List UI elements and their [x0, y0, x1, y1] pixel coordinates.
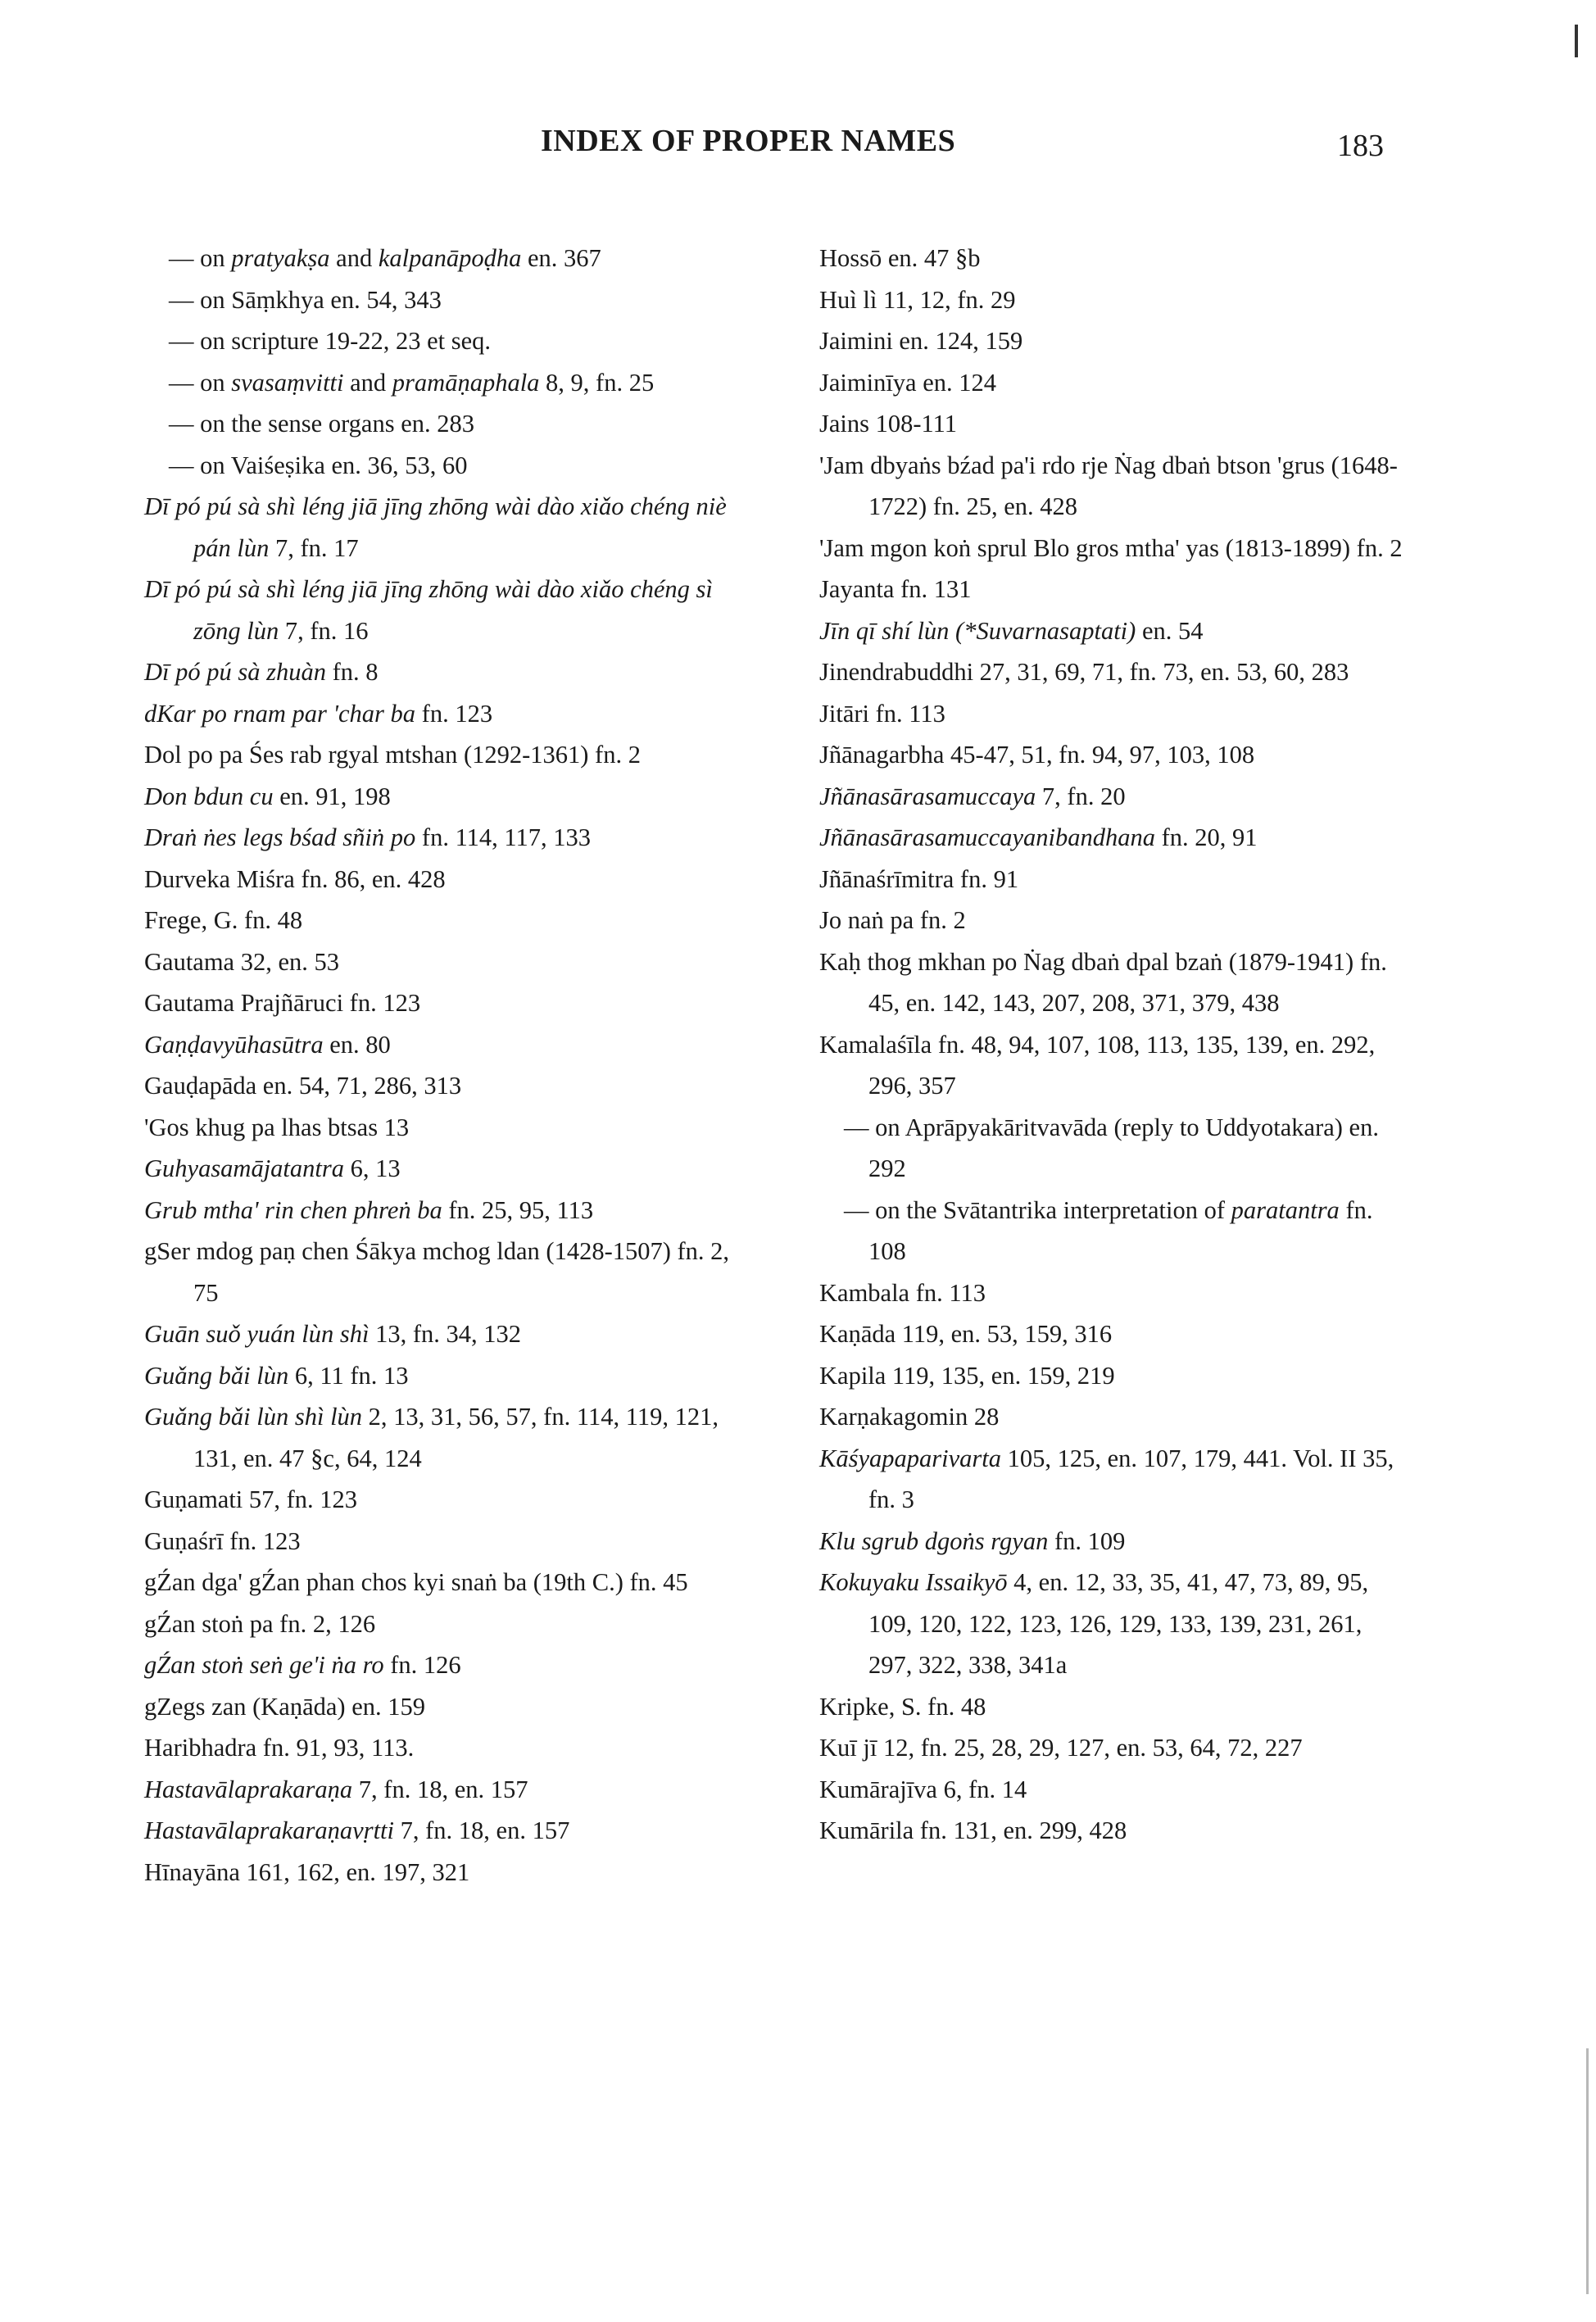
index-entry	[819, 1810, 1409, 1852]
entry-text: gŹan stoṅ pa fn. 2, 126	[144, 1609, 376, 1638]
entry-text: Jayanta fn. 131	[819, 575, 972, 603]
entry-text: 6, 13	[344, 1154, 401, 1182]
index-entry	[819, 1313, 1409, 1355]
entry-text: fn. 20, 91	[1155, 823, 1258, 851]
index-entry	[819, 445, 1409, 528]
index-entry	[819, 279, 1409, 321]
index-subentry	[144, 403, 734, 445]
index-entry	[144, 1396, 734, 1479]
index-entry	[144, 1355, 734, 1397]
entry-text: — on Aprāpyakāritvavāda (reply to Uddyotakara) en. 292	[844, 1113, 1379, 1182]
index-entry	[144, 1190, 734, 1231]
entry-text: — on	[169, 244, 232, 272]
entry-text: Guṇaśrī fn. 123	[144, 1526, 301, 1555]
index-entry	[819, 817, 1409, 859]
entry-text: — on scripture 19-22, 23 et seq.	[169, 327, 492, 355]
index-entry	[144, 1810, 734, 1852]
entry-text: Kuī jī 12, fn. 25, 28, 29, 127, en. 53, 64, 72, 227	[819, 1734, 1303, 1762]
entry-text: Kaṇāda 119, en. 53, 159, 316	[819, 1320, 1113, 1348]
index-entry	[819, 776, 1409, 818]
index-entry	[144, 693, 734, 735]
index-entry	[144, 1686, 734, 1728]
title-text: svasaṃvitti	[231, 368, 344, 397]
title-text: Guǎng bǎi lùn	[144, 1361, 289, 1390]
entry-text: — on the Svātantrika interpretation of	[844, 1195, 1231, 1224]
entry-text: gŹan dga' gŹan phan chos kyi snaṅ ba (19th C.) fn. 45	[144, 1568, 688, 1596]
title-text: Jñānasārasamuccaya	[819, 782, 1036, 810]
entry-text: Jaiminīya en. 124	[819, 368, 997, 397]
index-entry	[819, 362, 1409, 404]
index-entry	[819, 651, 1409, 693]
left-index-column	[144, 238, 734, 1893]
entry-text: en. 54	[1136, 616, 1204, 645]
entry-text: gSer mdog paṇ chen Śākya mchog ldan (1428-1507) fn. 2, 75	[144, 1237, 730, 1307]
title-text: Kokuyaku Issaikyō	[819, 1568, 1008, 1596]
entry-text: 'Jam mgon koṅ sprul Blo gros mtha' yas (1813-1899) fn. 2	[819, 533, 1403, 562]
entry-text: Jains 108-111	[819, 410, 958, 438]
entry-text: Haribhadra fn. 91, 93, 113.	[144, 1734, 415, 1762]
entry-text: gZegs zan (Kaṇāda) en. 159	[144, 1692, 425, 1721]
index-entry	[144, 1024, 734, 1066]
index-entry	[819, 320, 1409, 362]
right-index-column	[819, 238, 1409, 1852]
index-entry	[819, 1521, 1409, 1562]
index-entry	[819, 941, 1409, 1024]
index-entry	[144, 1852, 734, 1893]
entry-text: 'Gos khug pa lhas btsas 13	[144, 1113, 410, 1141]
entry-text: Jitāri fn. 113	[819, 699, 945, 728]
entry-text: en. 91, 198	[273, 782, 391, 810]
index-entry	[819, 238, 1409, 279]
entry-text: — on Vaiśeṣika en. 36, 53, 60	[169, 451, 468, 479]
entry-text: en. 367	[521, 244, 601, 272]
entry-text: 6, 11 fn. 13	[288, 1361, 409, 1390]
entry-text: and	[343, 368, 392, 397]
entry-text: Karṇakagomin 28	[819, 1403, 1000, 1431]
entry-text: fn. 123	[415, 699, 493, 728]
title-text: Guǎng bǎi lùn shì lùn	[144, 1403, 363, 1431]
index-entry	[144, 1769, 734, 1811]
title-text: Hastavālaprakaraṇavṛtti	[144, 1816, 394, 1844]
entry-text: Kamalaśīla fn. 48, 94, 107, 108, 113, 135, 139, en. 292, 296, 357	[819, 1030, 1376, 1100]
index-subentry	[144, 445, 734, 487]
entry-text: Jñānagarbha 45-47, 51, fn. 94, 97, 103, 108	[819, 741, 1255, 769]
entry-text: 13, fn. 34, 132	[369, 1320, 522, 1348]
index-entry	[144, 817, 734, 859]
index-entry	[819, 693, 1409, 735]
index-subentry	[144, 362, 734, 404]
entry-text: en. 80	[323, 1030, 391, 1059]
entry-text: 'Jam dbyaṅs bźad pa'i rdo rje Ṅag dbaṅ btson 'grus (1648-1722) fn. 25, en. 428	[819, 451, 1398, 520]
index-entry	[819, 1438, 1409, 1521]
index-entry	[819, 1272, 1409, 1314]
entry-text: Gautama 32, en. 53	[144, 947, 339, 976]
entry-text: Kapila 119, 135, en. 159, 219	[819, 1361, 1115, 1390]
title-text: kalpanāpoḍha	[378, 244, 522, 272]
index-entry	[819, 734, 1409, 776]
entry-text: Guṇamati 57, fn. 123	[144, 1485, 358, 1513]
title-text: pramāṇaphala	[392, 368, 540, 397]
entry-text: — on the sense organs en. 283	[169, 410, 474, 438]
index-entry	[819, 528, 1409, 569]
index-entry	[144, 569, 734, 651]
scan-edge-mark	[1586, 2048, 1589, 2294]
entry-text: fn. 25, 95, 113	[442, 1195, 594, 1224]
entry-text: Gauḍapāda en. 54, 71, 286, 313	[144, 1072, 462, 1100]
entry-text: fn. 8	[326, 658, 379, 686]
index-subentry	[144, 279, 734, 321]
entry-text: 7, fn. 17	[269, 533, 359, 562]
entry-text: Jaimini en. 124, 159	[819, 327, 1023, 355]
title-text: Dī pó pú sà zhuàn	[144, 658, 326, 686]
index-entry	[144, 1313, 734, 1355]
entry-text: fn. 108	[868, 1195, 1373, 1265]
page-number: 183	[1337, 129, 1384, 163]
index-entry	[144, 1231, 734, 1313]
entry-text: Dol po pa Śes rab rgyal mtshan (1292-1361) fn. 2	[144, 741, 641, 769]
index-entry	[819, 1024, 1409, 1107]
entry-text: Huì lì 11, 12, fn. 29	[819, 285, 1016, 314]
title-text: Gaṇḍavyūhasūtra	[144, 1030, 324, 1059]
index-subentry	[144, 320, 734, 362]
index-subentry	[819, 1190, 1409, 1272]
index-entry	[819, 900, 1409, 941]
index-entry	[144, 1479, 734, 1521]
entry-text: — on Sāṃkhya en. 54, 343	[169, 285, 442, 314]
entry-text: — on	[169, 368, 232, 397]
title-text: Klu sgrub dgoṅs rgyan	[819, 1526, 1049, 1555]
index-entry	[144, 486, 734, 569]
title-text: dKar po rnam par 'char ba	[144, 699, 416, 728]
index-entry	[144, 1521, 734, 1562]
title-text: Guān suǒ yuán lùn shì	[144, 1320, 370, 1348]
index-entry	[144, 1562, 734, 1603]
entry-text: fn. 126	[383, 1651, 461, 1679]
title-text: Jīn qī shí lùn (*Suvarnasaptati)	[819, 616, 1136, 645]
index-entry	[819, 569, 1409, 610]
title-text: Grub mtha' rin chen phreṅ ba	[144, 1195, 442, 1224]
index-entry	[144, 941, 734, 983]
page-title: INDEX OF PROPER NAMES	[541, 124, 956, 158]
index-entry	[819, 610, 1409, 652]
title-text: Draṅ ṅes legs bśad sñiṅ po	[144, 823, 416, 851]
entry-text: Kaḥ thog mkhan po Ṅag dbaṅ dpal bzaṅ (1879-1941) fn. 45, en. 142, 143, 207, 208, 371, 379, 438	[819, 947, 1387, 1017]
title-text: Hastavālaprakaraṇa	[144, 1775, 353, 1803]
index-entry	[819, 1355, 1409, 1397]
entry-text: Jinendrabuddhi 27, 31, 69, 71, fn. 73, en. 53, 60, 283	[819, 658, 1349, 686]
entry-text: Jñānaśrīmitra fn. 91	[819, 864, 1019, 893]
entry-text: 4, en. 12, 33, 35, 41, 47, 73, 89, 95, 109, 120, 122, 123, 126, 129, 133, 139, 231, 261, 297, 322, 338, 341a	[868, 1568, 1369, 1679]
index-entry	[819, 1769, 1409, 1811]
index-entry	[819, 1562, 1409, 1686]
index-entry	[144, 900, 734, 941]
entry-text: 8, 9, fn. 25	[539, 368, 655, 397]
scan-mark	[1575, 25, 1578, 57]
index-entry	[144, 1065, 734, 1107]
index-entry	[144, 734, 734, 776]
entry-text: fn. 109	[1048, 1526, 1126, 1555]
entry-text: Gautama Prajñāruci fn. 123	[144, 989, 421, 1017]
entry-text: 105, 125, en. 107, 179, 441. Vol. II 35, fn. 3	[868, 1444, 1394, 1513]
entry-text: 2, 13, 31, 56, 57, fn. 114, 119, 121, 131, en. 47 §c, 64, 124	[193, 1403, 719, 1472]
entry-text: Kumārila fn. 131, en. 299, 428	[819, 1816, 1127, 1844]
title-text: Dī pó pú sà shì léng jiā jīng zhōng wài dào xiǎo chéng niè pán lùn	[144, 492, 727, 562]
entry-text: Kumārajīva 6, fn. 14	[819, 1775, 1027, 1803]
entry-text: Frege, G. fn. 48	[144, 906, 303, 934]
index-entry	[144, 776, 734, 818]
index-entry	[819, 859, 1409, 900]
index-entry	[819, 403, 1409, 445]
index-entry	[819, 1396, 1409, 1438]
entry-text: fn. 114, 117, 133	[415, 823, 592, 851]
title-text: paratantra	[1231, 1195, 1340, 1224]
index-entry	[144, 1148, 734, 1190]
entry-text: Kripke, S. fn. 48	[819, 1692, 986, 1721]
title-text: Jñānasārasamuccayanibandhana	[819, 823, 1156, 851]
title-text: Kāśyapaparivarta	[819, 1444, 1001, 1472]
index-entry	[819, 1727, 1409, 1769]
entry-text: 7, fn. 20	[1036, 782, 1126, 810]
title-text: Guhyasamājatantra	[144, 1154, 344, 1182]
index-entry	[144, 1603, 734, 1645]
entry-text: Durveka Miśra fn. 86, en. 428	[144, 864, 446, 893]
entry-text: Hossō en. 47 §b	[819, 244, 981, 272]
index-entry	[144, 1644, 734, 1686]
index-entry	[144, 1727, 734, 1769]
title-text: gŹan stoṅ seṅ ge'i ṅa ro	[144, 1651, 384, 1679]
title-text: Dī pó pú sà shì léng jiā jīng zhōng wài dào xiǎo chéng sì zōng lùn	[144, 575, 713, 645]
entry-text: 7, fn. 18, en. 157	[394, 1816, 570, 1844]
title-text: pratyakṣa	[231, 244, 330, 272]
index-subentry	[819, 1107, 1409, 1190]
index-entry	[144, 859, 734, 900]
entry-text: Hīnayāna 161, 162, en. 197, 321	[144, 1857, 470, 1886]
entry-text: and	[329, 244, 379, 272]
entry-text: Kambala fn. 113	[819, 1278, 986, 1307]
entry-text: 7, fn. 16	[279, 616, 369, 645]
index-entry	[144, 1107, 734, 1149]
entry-text: 7, fn. 18, en. 157	[352, 1775, 528, 1803]
entry-text: Jo naṅ pa fn. 2	[819, 906, 966, 934]
title-text: Don bdun cu	[144, 782, 274, 810]
index-entry	[819, 1686, 1409, 1728]
index-entry	[144, 982, 734, 1024]
index-entry	[144, 651, 734, 693]
index-subentry	[144, 238, 734, 279]
